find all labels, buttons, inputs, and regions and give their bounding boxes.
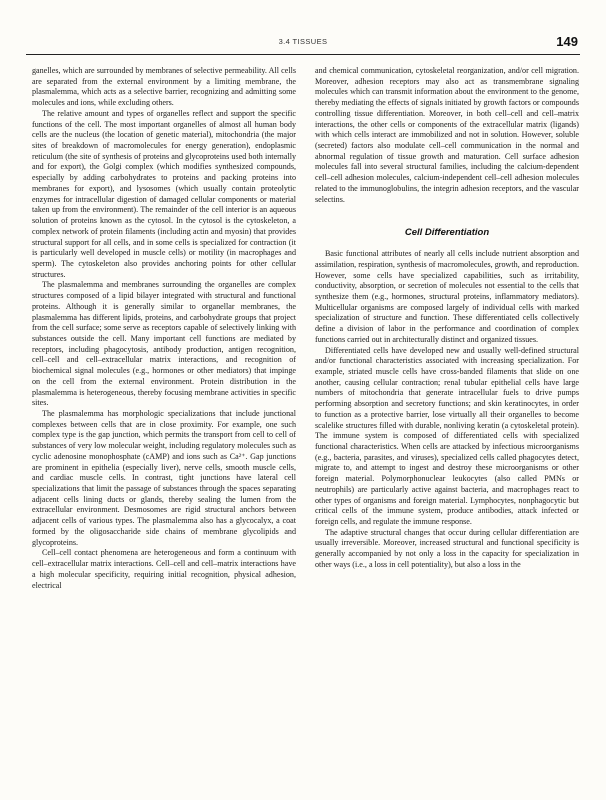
paragraph: The plasmalemma has morphologic specializations that include junctional complexes between cells that are in close proximity. For example, one such complex type is the gap junction, which permits the transport from cell to cell of substances of very low molecular weight, including regulatory molecules such as cyclic adenosine monophosphate (cAMP) and ions such as Ca²⁺. Gap junctions are prominent in epithelia (especially liver), nerve cells, smooth muscle cells, and cardiac muscle cells. In contrast, tight junctions have lateral cell specializations that limit the passage of substances through the spaces separating adjacent cells lining ducts or glands, thereby sealing the lumen from the extracellular environment. Desmosomes are rigid structural anchors between adjacent cells of various types. The plasmalemma also has a glycocalyx, a coat formed by the oligosaccharide side chains of membrane glycolipids and glycoproteins. (32, 409, 296, 547)
paragraph: Basic functional attributes of nearly all cells include nutrient absorption and assimilation, respiration, synthesis of macromolecules, growth, and reproduction. However, some cells have specialized capabilities, such as irritability, conductivity, absorption, or secretion of molecules not essential to the cells that synthesize them (e.g., hormones, structural proteins, inflammatory mediators). Multicellular organisms are composed largely of individual cells with marked specialization of structure and function. These differentiated cells collectively define a division of labor in the performance and coordination of complex functions carried out in architecturally distinct and organized tissues. (315, 249, 579, 344)
page-header (26, 36, 580, 52)
running-head: 3.4 TISSUES (278, 37, 328, 46)
section-heading: Cell Differentiation (404, 227, 490, 239)
paragraph: The adaptive structural changes that occur during cellular differentiation are usually irreversible. Moreover, increased structural and functional specificity is generally accompanied by not only a loss in the capacity for specialization in other ways (i.e., a loss in cell potentiality), but also a loss in the (315, 527, 579, 569)
left-column (32, 66, 296, 591)
paragraph: Differentiated cells have developed new and usually well-defined structural and/or functional characteristics associated with increasing specialization. For example, striated muscle cells have cross-banded filaments that slide on one another, causing cellular contraction; renal tubular epithelial cells have large numbers of mitochondria that generate intracellular fuels to drive pumps performing absorption and secretory functions; and skin keratinocytes, in order to function as a protective barrier, lose virtually all their organelles to become scalelike structures filled with durable, nonliving keratin (a cytoskeletal protein). The immune system is composed of differentiated cells with specialized functional characteristics. When cells are attacked by infectious microorganisms (e.g., bacteria, parasites, and viruses), specialized cells called phagocytes detect, migrate to, and attempt to ingest and destroy these microorganisms or other foreign material. Polymorphonuclear leukocytes (also called PMNs or neutrophils) are particularly active against bacteria, and macrophages react to other types of organisms and foreign material. Lymphocytes, nonphagocytic but critical cells of the immune system, produce antibodies, attack infected or foreign cells, and regulate the immune response. (315, 345, 579, 527)
paragraph: Cell–cell contact phenomena are heterogeneous and form a continuum with cell–extracellular matrix interactions. Cell–cell and cell–matrix interactions have a high molecular specificity, requiring initial recognition, physical adhesion, electrical (32, 548, 296, 590)
right-column (315, 66, 579, 571)
paragraph: ganelles, which are surrounded by membranes of selective permeability. All cells are separated from the external environment by a limiting membrane, the plasmalemma, which acts as a selective barrier, recognizing and admitting some molecules and ions, while excluding others. (32, 66, 296, 108)
header-rule (26, 54, 580, 55)
paragraph: The plasmalemma and membranes surrounding the organelles are complex structures composed of a lipid bilayer integrated with structural and functional proteins. Although it is generally similar to organellar membranes, the plasmalemma has different lipids, proteins, and carbohydrate groups that project from the cell surface; some serve as receptors capable of selectively linking with substances outside the cell. Many important cell functions are mediated by receptors, including phagocytosis, antibody production, antigen recognition, cell–cell and cell–extracellular matrix interactions, and recognition of biochemical signal molecules (e.g., hormones or other mediators) that impinge on the cell from the external environment. Protein distribution in the plasmalemma is heterogeneous, thereby focusing membrane activities in specific sites. (32, 280, 296, 408)
page-number: 149 (556, 34, 578, 49)
paragraph: The relative amount and types of organelles reflect and support the specific functions of the cell. The most important organelles of almost all human body cells are the nucleus (the location of genetic material), mitochondria (the major sites of breakdown of macromolecules for energy generation), endoplasmic reticulum (the site of synthesis of proteins and glycoproteins used both internally and for export), the Golgi complex (which modifies synthesized compounds, especially by adding carbohydrates to proteins and packing proteins into membranes for export), and lysosomes (which usually contain proteolytic enzymes for intracellular digestion of damaged cellular components or material taken up from the environment). The remainder of the cell interior is an aqueous solution of proteins known as the cytosol. In the cytosol is the cytoskeleton, a complex network of protein filaments (including actin and myosin) that provides structural support for all cells, and in some cells is specialized for contraction (it is particularly well developed in muscle cells) or motility (in macrophages and sperm). The cytoskeleton also provides anchoring points for other cellular structures. (32, 108, 296, 279)
paragraph: and chemical communication, cytoskeletal reorganization, and/or cell migration. Moreover, adhesion receptors may also act as transmembrane signaling molecules which can transmit information about the environment to the genome, thereby mediating the effects of signals initiated by growth factors or compounds controlling tissue differentiation. Moreover, in both cell–cell and cell–matrix interactions, the other cells or components of the extracellular matrix (ligands) with which cells interact are immobilized and not in solution. However, soluble (secreted) factors also modulate cell–cell communication in the normal and abnormal regulation of tissue growth and maturation. Cell surface adhesion molecules fall into several structural families, including the calcium-dependent cell–cell adhesion molecules, calcium-independent cell–cell adhesion molecules related to the immunoglobulins, the integrin adhesion receptors, and the vascular selectins. (315, 66, 579, 204)
